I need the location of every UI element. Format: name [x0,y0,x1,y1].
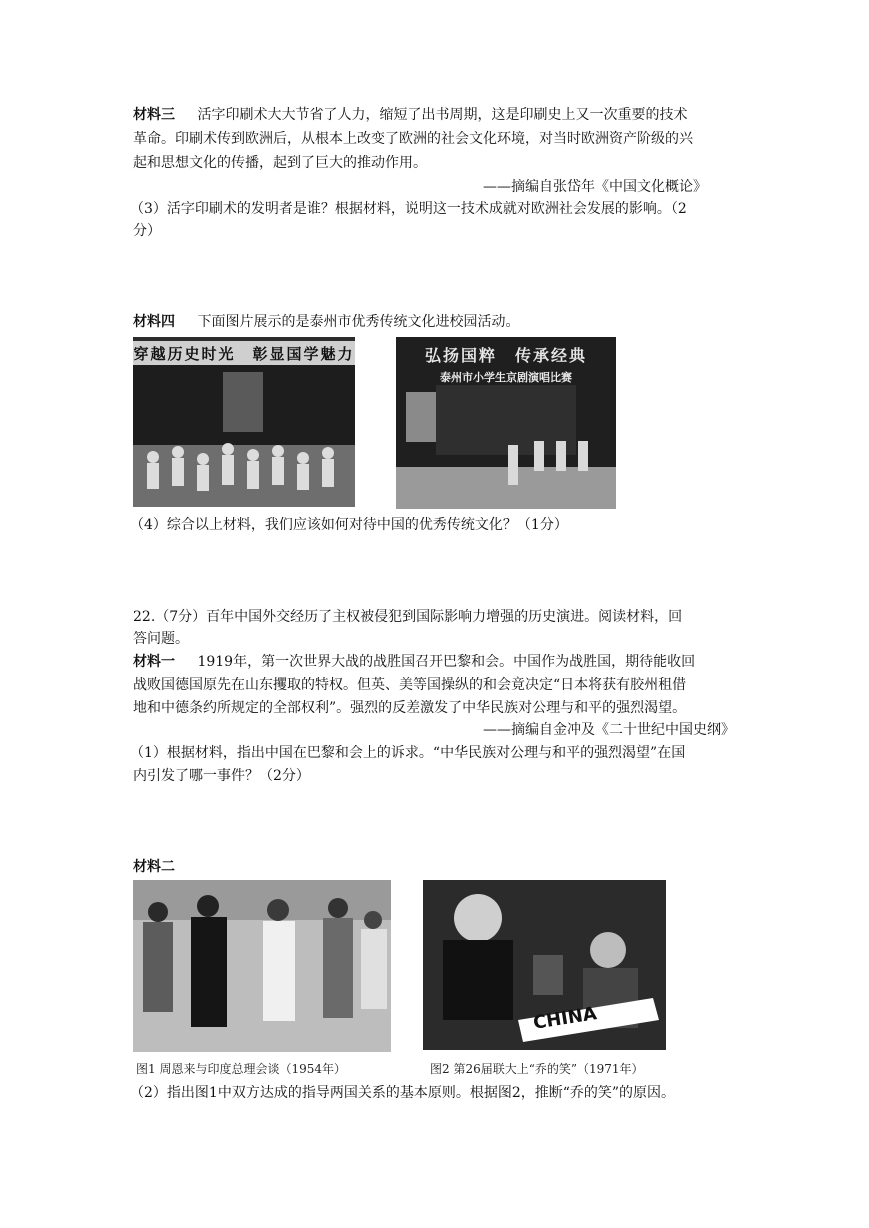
material4-label: 材料四 [133,314,175,330]
zhou-enlai-nehru-photo [133,880,391,1052]
q22-question1-line2: 内引发了哪一事件？（2分） [133,768,310,784]
q22-material1-line2: 战败国德国原先在山东攫取的特权。但英、美等国操纵的和会竟决定“日本将获有胶州租借 [133,677,687,693]
school-performance-photo [133,337,355,507]
material3-line1-text: 活字印刷术大大节省了人力，缩短了出书周期，这是印刷史上又一次重要的技术 [197,107,688,123]
q22-material1-label: 材料一 [133,654,175,670]
material3-paragraph-line1 [133,104,687,126]
photo2-subtitle: 泰州市小学生京剧演唱比赛 [440,371,572,384]
q22-material2-label: 材料二 [133,859,175,875]
question3-line2: 分） [133,223,161,239]
q22-material1-line3: 地和中德条约所规定的全部权利”。强烈的反差激发了中华民族对公理与和平的强烈渴望。 [133,700,687,716]
q22-question2: （2）指出图1中双方达成的指导两国关系的基本原则。根据图2，推断“乔的笑”的原因。 [130,1085,676,1101]
q22-question1-line1: （1）根据材料，指出中国在巴黎和会上的诉求。“中华民族对公理与和平的强烈渴望”在国 [130,745,686,761]
q22-material1-source: ——摘编自金冲及《二十世纪中国史纲》 [483,722,735,738]
question3-line1: （3）活字印刷术的发明者是谁？根据材料，说明这一技术成就对欧洲社会发展的影响。（2 [130,201,687,217]
material4-intro [133,311,519,333]
photo2-banner: 弘扬国粹 传承经典 [424,346,587,365]
photo1-banner: 穿越历史时光 彰显国学魅力 [133,341,355,366]
photo1-scene [133,337,355,507]
china-nameplate: CHINA [531,1003,599,1034]
material3-line3: 起和思想文化的传播，起到了巨大的推动作用。 [133,155,427,171]
question4: （4）综合以上材料，我们应该如何对待中国的优秀传统文化？（1分） [130,517,568,533]
photo2-scene [396,337,616,509]
figure1-caption: 图1 周恩来与印度总理会谈（1954年） [136,1062,346,1076]
q22-material1-text: 1919年，第一次世界大战的战胜国召开巴黎和会。中国作为战胜国，期待能收回 [197,654,696,670]
material3-source: ——摘编自张岱年《中国文化概论》 [483,179,707,195]
peking-opera-contest-photo [396,337,616,509]
q22-material1-line1 [133,651,695,673]
material4-text: 下面图片展示的是泰州市优秀传统文化进校园活动。 [197,314,520,330]
material3-label: 材料三 [133,107,175,123]
material3-line2: 革命。印刷术传到欧洲后，从根本上改变了欧洲的社会文化环境，对当时欧洲资产阶级的兴 [133,131,693,147]
figure2-caption: 图2 第26届联大上“乔的笑”（1971年） [430,1062,644,1076]
q22-intro-line2: 答问题。 [133,631,189,647]
figure1-scene [133,880,391,1052]
q22-intro-line1: 22.（7分）百年中国外交经历了主权被侵犯到国际影响力增强的历史演进。阅读材料，回 [133,609,683,625]
qiao-guanhua-laugh-photo [423,880,666,1050]
